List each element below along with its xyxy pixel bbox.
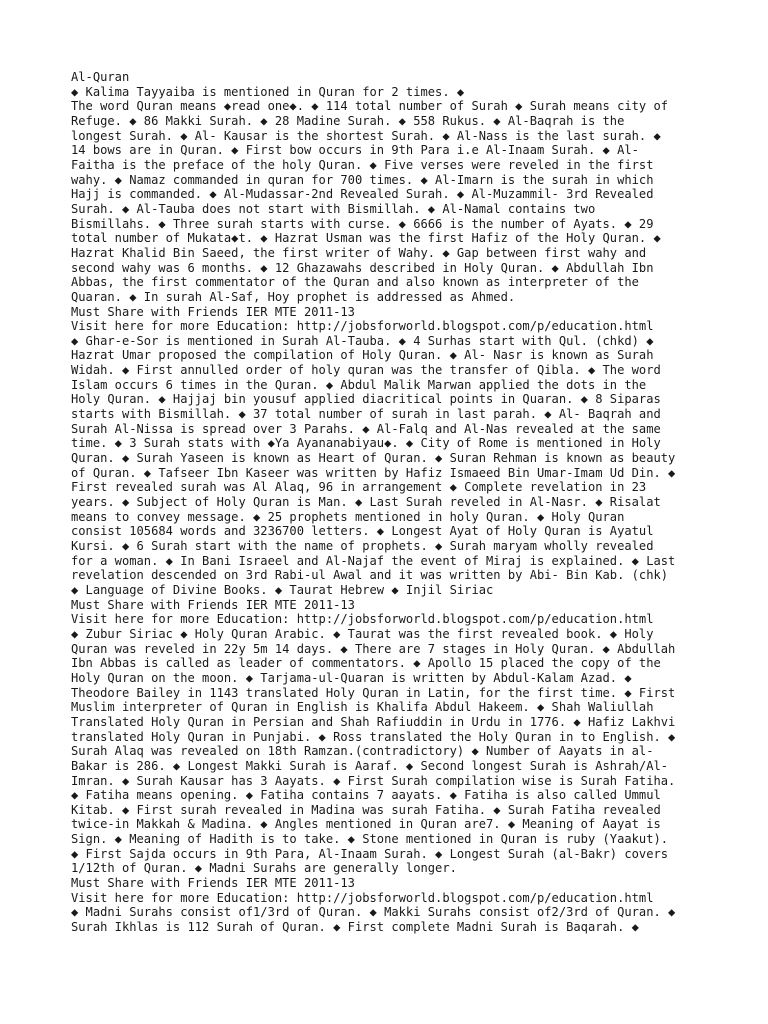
- text-line: ◆ Zubur Siriac ◆ Holy Quran Arabic. ◆ Taurat was the first revealed book. ◆ Holy: [71, 626, 654, 641]
- text-line: wahy. ◆ Namaz commanded in quran for 700 times. ◆ Al-Imarn is the surah in which: [71, 172, 654, 187]
- text-line: Surah Al-Nissa is spread over 3 Parahs. ◆ Al-Falq and Al-Nas revealed at the same: [71, 421, 661, 436]
- text-line: ◆ Language of Divine Books. ◆ Taurat Hebrew ◆ Injil Siriac: [71, 582, 494, 597]
- text-line: starts with Bismillah. ◆ 37 total number of surah in last parah. ◆ Al- Baqrah and: [71, 407, 661, 422]
- text-line: ◆ First Sajda occurs in 9th Para, Al-Inaam Surah. ◆ Longest Surah (al-Bakr) covers: [71, 846, 669, 861]
- text-line: Holy Quran on the moon. ◆ Tarjama-ul-Quaran is written by Abdul-Kalam Azad. ◆: [71, 670, 632, 685]
- text-line: Hajj is commanded. ◆ Al-Mudassar-2nd Revealed Surah. ◆ Al-Muzammil- 3rd Revealed: [71, 187, 654, 202]
- text-line: Visit here for more Education: http://jobsforworld.blogspot.com/p/education.html: [71, 319, 654, 334]
- text-line: twice-in Makkah & Madina. ◆ Angles mentioned in Quran are7. ◆ Meaning of Aayat is: [71, 817, 661, 832]
- text-line: Hazrat Khalid Bin Saeed, the first writer of Wahy. ◆ Gap between first wahy and: [71, 245, 647, 260]
- text-line: Quran was reveled in 22y 5m 14 days. ◆ There are 7 stages in Holy Quran. ◆ Abdullah: [71, 641, 676, 656]
- text-line: Faitha is the preface of the holy Quran. ◆ Five verses were reveled in the first: [71, 157, 654, 172]
- text-line: Must Share with Friends IER MTE 2011-13: [71, 597, 355, 612]
- text-line: ◆ Kalima Tayyaiba is mentioned in Quran for 2 times. ◆: [71, 84, 465, 99]
- text-line: Quran. ◆ Surah Yaseen is known as Heart of Quran. ◆ Suran Rehman is known as beauty: [71, 451, 676, 466]
- text-line: Holy Quran. ◆ Hajjaj bin yousuf applied diacritical points in Quaran. ◆ 8 Siparas: [71, 392, 661, 407]
- text-line: Kursi. ◆ 6 Surah start with the name of prophets. ◆ Surah maryam wholly revealed: [71, 539, 654, 553]
- text-line: Theodore Bailey in 1143 translated Holy Quran in Latin, for the first time. ◆ First: [71, 685, 676, 700]
- text-line: Ibn Abbas is called as leader of commentators. ◆ Apollo 15 placed the copy of the: [71, 656, 661, 671]
- text-line: translated Holy Quran in Punjabi. ◆ Ross translated the Holy Quran in to English. ◆: [71, 729, 676, 744]
- text-line: Translated Holy Quran in Persian and Shah Rafiuddin in Urdu in 1776. ◆ Hafiz Lakhvi: [71, 714, 676, 729]
- text-line: Widah. ◆ First annulled order of holy quran was the transfer of Qibla. ◆ The word: [71, 363, 661, 378]
- text-line: 14 bows are in Quran. ◆ First bow occurs in 9th Para i.e Al-Inaam Surah. ◆ Al-: [71, 143, 639, 158]
- text-line: ◆ Madni Surahs consist of1/3rd of Quran. ◆ Makki Surahs consist of2/3rd of Quran. ◆: [71, 905, 676, 920]
- text-line: Surah. ◆ Al-Tauba does not start with Bismillah. ◆ Al-Namal contains two: [71, 201, 596, 216]
- text-line: means to convey message. ◆ 25 prophets mentioned in holy Quran. ◆ Holy Quran: [71, 509, 625, 524]
- text-line: Hazrat Umar proposed the compilation of Holy Quran. ◆ Al- Nasr is known as Surah: [71, 348, 654, 363]
- document-text: [71, 70, 711, 935]
- text-line: Sign. ◆ Meaning of Hadith is to take. ◆ Stone mentioned in Quran is ruby (Yaakut).: [71, 832, 669, 847]
- text-line: second wahy was 6 months. ◆ 12 Ghazawahs described in Holy Quran. ◆ Abdullah Ibn: [71, 260, 654, 275]
- text-line: Imran. ◆ Surah Kausar has 3 Aayats. ◆ First Surah compilation wise is Surah Fatiha.: [71, 773, 676, 788]
- text-line: Must Share with Friends IER MTE 2011-13: [71, 304, 355, 319]
- text-line: Kitab. ◆ First surah revealed in Madina was surah Fatiha. ◆ Surah Fatiha revealed: [71, 802, 661, 817]
- text-line: ◆ Fatiha means opening. ◆ Fatiha contains 7 aayats. ◆ Fatiha is also called Ummul: [71, 788, 661, 803]
- text-line: Surah Alaq was revealed on 18th Ramzan.(contradictory) ◆ Number of Aayats in al-: [71, 744, 654, 759]
- text-line: 1/12th of Quran. ◆ Madni Surahs are generally longer.: [71, 861, 457, 876]
- text-line: Bismillahs. ◆ Three surah starts with curse. ◆ 6666 is the number of Ayats. ◆ 29: [71, 216, 654, 231]
- text-line: revelation descended on 3rd Rabi-ul Awal and it was written by Abi- Bin Kab. (chk): [71, 568, 669, 583]
- text-line: years. ◆ Subject of Holy Quran is Man. ◆ Last Surah reveled in Al-Nasr. ◆ Risalat: [71, 495, 661, 510]
- text-line: for a woman. ◆ In Bani Israeel and Al-Najaf the event of Miraj is explained. ◆ Last: [71, 553, 676, 568]
- text-line: consist 105684 words and 3236700 letters. ◆ Longest Ayat of Holy Quran is Ayatul: [71, 524, 654, 539]
- text-line: of Quran. ◆ Tafseer Ibn Kaseer was written by Hafiz Ismaeed Bin Umar-Imam Ud Din. ◆: [71, 465, 676, 480]
- text-line: The word Quran means ◆read one◆. ◆ 114 total number of Surah ◆ Surah means city of: [71, 99, 669, 114]
- text-line: Must Share with Friends IER MTE 2011-13: [71, 876, 355, 891]
- text-line: Visit here for more Education: http://jobsforworld.blogspot.com/p/education.html: [71, 612, 654, 627]
- text-line: Visit here for more Education: http://jobsforworld.blogspot.com/p/education.html: [71, 890, 654, 905]
- text-line: First revealed surah was Al Alaq, 96 in arrangement ◆ Complete revelation in 23: [71, 480, 647, 495]
- text-line: Bakar is 286. ◆ Longest Makki Surah is Aaraf. ◆ Second longest Surah is Ashrah/Al-: [71, 758, 669, 773]
- text-line: longest Surah. ◆ Al- Kausar is the shortest Surah. ◆ Al-Nass is the last surah. ◆: [71, 128, 661, 143]
- text-line: Islam occurs 6 times in the Quran. ◆ Abdul Malik Marwan applied the dots in the: [71, 377, 647, 392]
- text-line: Muslim interpreter of Quran in English is Khalifa Abdul Hakeem. ◆ Shah Waliullah: [71, 700, 654, 715]
- text-line: ◆ Ghar-e-Sor is mentioned in Surah Al-Tauba. ◆ 4 Surhas start with Qul. (chkd) ◆: [71, 333, 654, 348]
- text-line: Refuge. ◆ 86 Makki Surah. ◆ 28 Madine Surah. ◆ 558 Rukus. ◆ Al-Baqrah is the: [71, 113, 625, 128]
- text-line: Al-Quran: [71, 70, 130, 84]
- text-line: time. ◆ 3 Surah stats with ◆Ya Ayananabiyau◆. ◆ City of Rome is mentioned in Holy: [71, 436, 661, 451]
- text-line: Quaran. ◆ In surah Al-Saf, Hoy prophet is addressed as Ahmed.: [71, 289, 516, 304]
- text-line: Surah Ikhlas is 112 Surah of Quran. ◆ First complete Madni Surah is Baqarah. ◆: [71, 920, 639, 935]
- text-line: total number of Mukata◆t. ◆ Hazrat Usman was the first Hafiz of the Holy Quran. ◆: [71, 231, 661, 246]
- text-line: Abbas, the first commentator of the Quran and also known as interpreter of the: [71, 275, 639, 290]
